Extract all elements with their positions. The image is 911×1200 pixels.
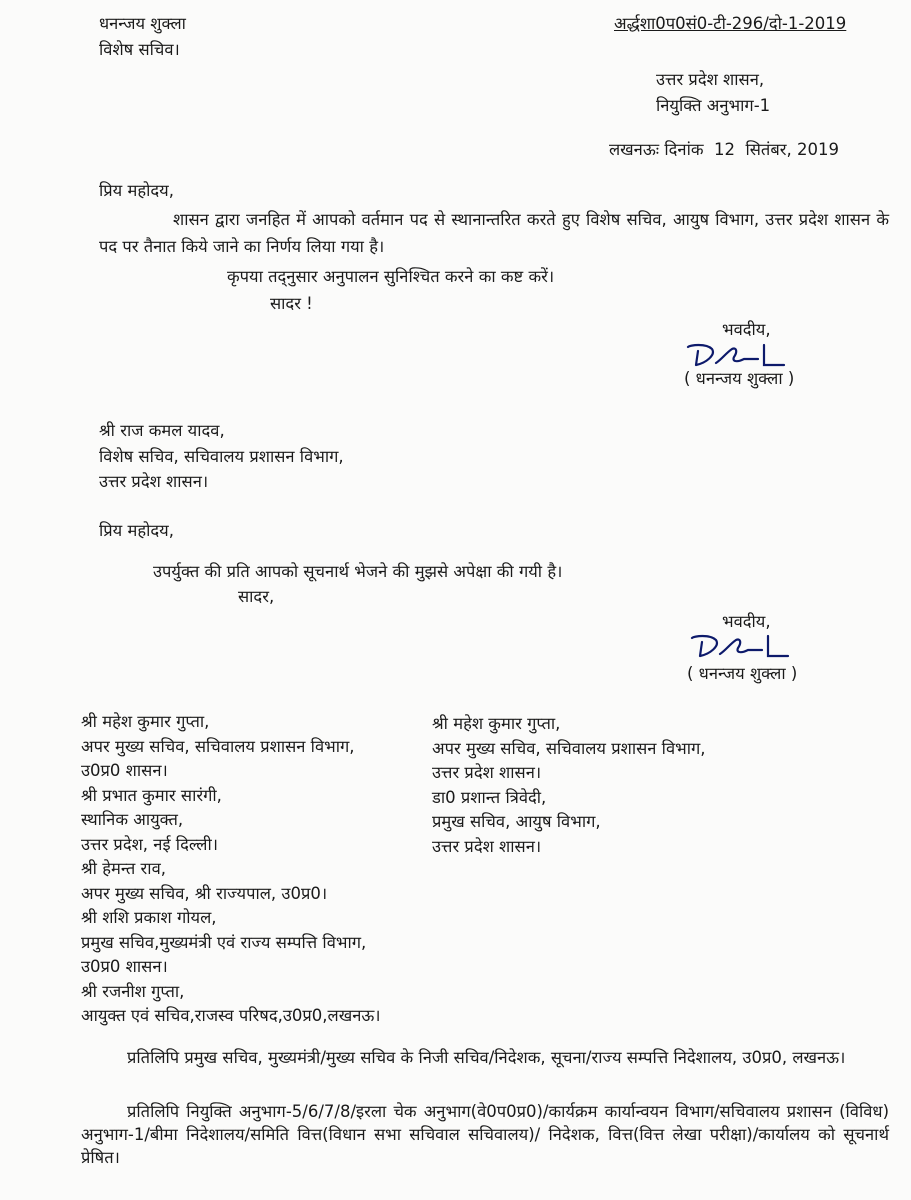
request-paragraph: कृपया तद्नुसार अनुपालन सुनिश्चित करने का कष्ट करें। xyxy=(227,267,555,286)
recipient-left-line: उ0प्र0 शासन। xyxy=(81,957,168,976)
main-paragraph: शासन द्वारा जनहित में आपको वर्तमान पद से स्थानान्तरित करते हुए विशेष सचिव, आयुष विभाग, उत्तर प्रदेश शासन के पद पर तैनात किये जाने का निर्णय लिया गया है। xyxy=(99,210,889,256)
recipient-left-line: श्री शशि प्रकाश गोयल, xyxy=(81,908,217,927)
closing-2: सादर, xyxy=(238,587,275,606)
recipient-right-line: डा0 प्रशान्त त्रिवेदी, xyxy=(432,788,547,807)
date-line: लखनऊः दिनांक 12 सितंबर, 2019 xyxy=(609,140,839,159)
copy-paragraph-2: प्रतिलिपि नियुक्ति अनुभाग-5/6/7/8/इरला चेक अनुभाग(वे0प0प्र0)/कार्यक्रम कार्यान्वयन विभाग/सचिवालय प्रशासन (विविध) अनुभाग-1/बीमा निदेशालय/समिति वित्त(विधान सभा सचिवाल सचिवालय)/ निदेशक, वित्त(वित्त लेखा परीक्षा)/कार्यालय को सूचनार्थ प्रेषित। xyxy=(81,1102,889,1167)
recipient-left-line: श्री हेमन्त राव, xyxy=(81,859,167,878)
copy-paragraph-1: प्रतिलिपि प्रमुख सचिव, मुख्यमंत्री/मुख्य सचिव के निजी सचिव/निदेशक, सूचना/राज्य सम्पत्ति निदेशालय, उ0प्र0, लखनऊ। xyxy=(127,1048,846,1067)
recipient-left-line: अपर मुख्य सचिव, सचिवालय प्रशासन विभाग, xyxy=(81,737,355,756)
sender-designation: विशेष सचिव। xyxy=(99,40,180,59)
recipient-left-line: प्रमुख सचिव,मुख्यमंत्री एवं राज्य सम्पत्ति विभाग, xyxy=(81,933,367,952)
addressee-office: उत्तर प्रदेश शासन। xyxy=(99,472,209,491)
signatory-2: ( धनन्जय शुक्ला ) xyxy=(687,664,798,683)
recipient-left-line: आयुक्त एवं सचिव,राजस्व परिषद,उ0प्र0,लखनऊ। xyxy=(81,1006,381,1025)
salutation-1: प्रिय महोदय, xyxy=(99,181,174,200)
recipient-left-line: श्री महेश कुमार गुप्ता, xyxy=(81,712,210,731)
recipient-right-line: उत्तर प्रदेश शासन। xyxy=(432,837,542,856)
closing-1: सादर ! xyxy=(270,294,313,313)
yours-2: भवदीय, xyxy=(722,612,771,631)
recipient-right-line: प्रमुख सचिव, आयुष विभाग, xyxy=(432,812,601,831)
addressee-designation: विशेष सचिव, सचिवालय प्रशासन विभाग, xyxy=(99,447,344,466)
signature-2 xyxy=(680,628,800,664)
signatory-1: ( धनन्जय शुक्ला ) xyxy=(684,369,795,388)
yours-1: भवदीय, xyxy=(722,320,771,339)
recipient-right-line: उत्तर प्रदेश शासन। xyxy=(432,763,542,782)
recipient-left-line: अपर मुख्य सचिव, श्री राज्यपाल, उ0प्र0। xyxy=(81,884,328,903)
recipient-right-line: श्री महेश कुमार गुप्ता, xyxy=(432,714,561,733)
recipient-left-line: उ0प्र0 शासन। xyxy=(81,761,168,780)
addressee-name: श्री राज कमल यादव, xyxy=(99,421,225,440)
sender-name: धनन्जय शुक्ला xyxy=(99,14,186,33)
recipient-left-line: श्री प्रभात कुमार सारंगी, xyxy=(81,786,222,805)
office-name: उत्तर प्रदेश शासन, xyxy=(656,70,765,89)
signature-1 xyxy=(676,337,796,373)
recipient-left-line: उत्तर प्रदेश, नई दिल्ली। xyxy=(81,835,218,854)
reference-number: अर्द्धशा0प0सं0-टी-296/दो-1-2019 xyxy=(614,14,847,33)
info-paragraph: उपर्युक्त की प्रति आपको सूचनार्थ भेजने की मुझसे अपेक्षा की गयी है। xyxy=(153,562,563,581)
salutation-2: प्रिय महोदय, xyxy=(99,521,174,540)
office-section: नियुक्ति अनुभाग-1 xyxy=(656,96,771,115)
recipient-right-line: अपर मुख्य सचिव, सचिवालय प्रशासन विभाग, xyxy=(432,739,706,758)
recipient-left-line: श्री रजनीश गुप्ता, xyxy=(81,982,185,1001)
recipient-left-line: स्थानिक आयुक्त, xyxy=(81,810,184,829)
